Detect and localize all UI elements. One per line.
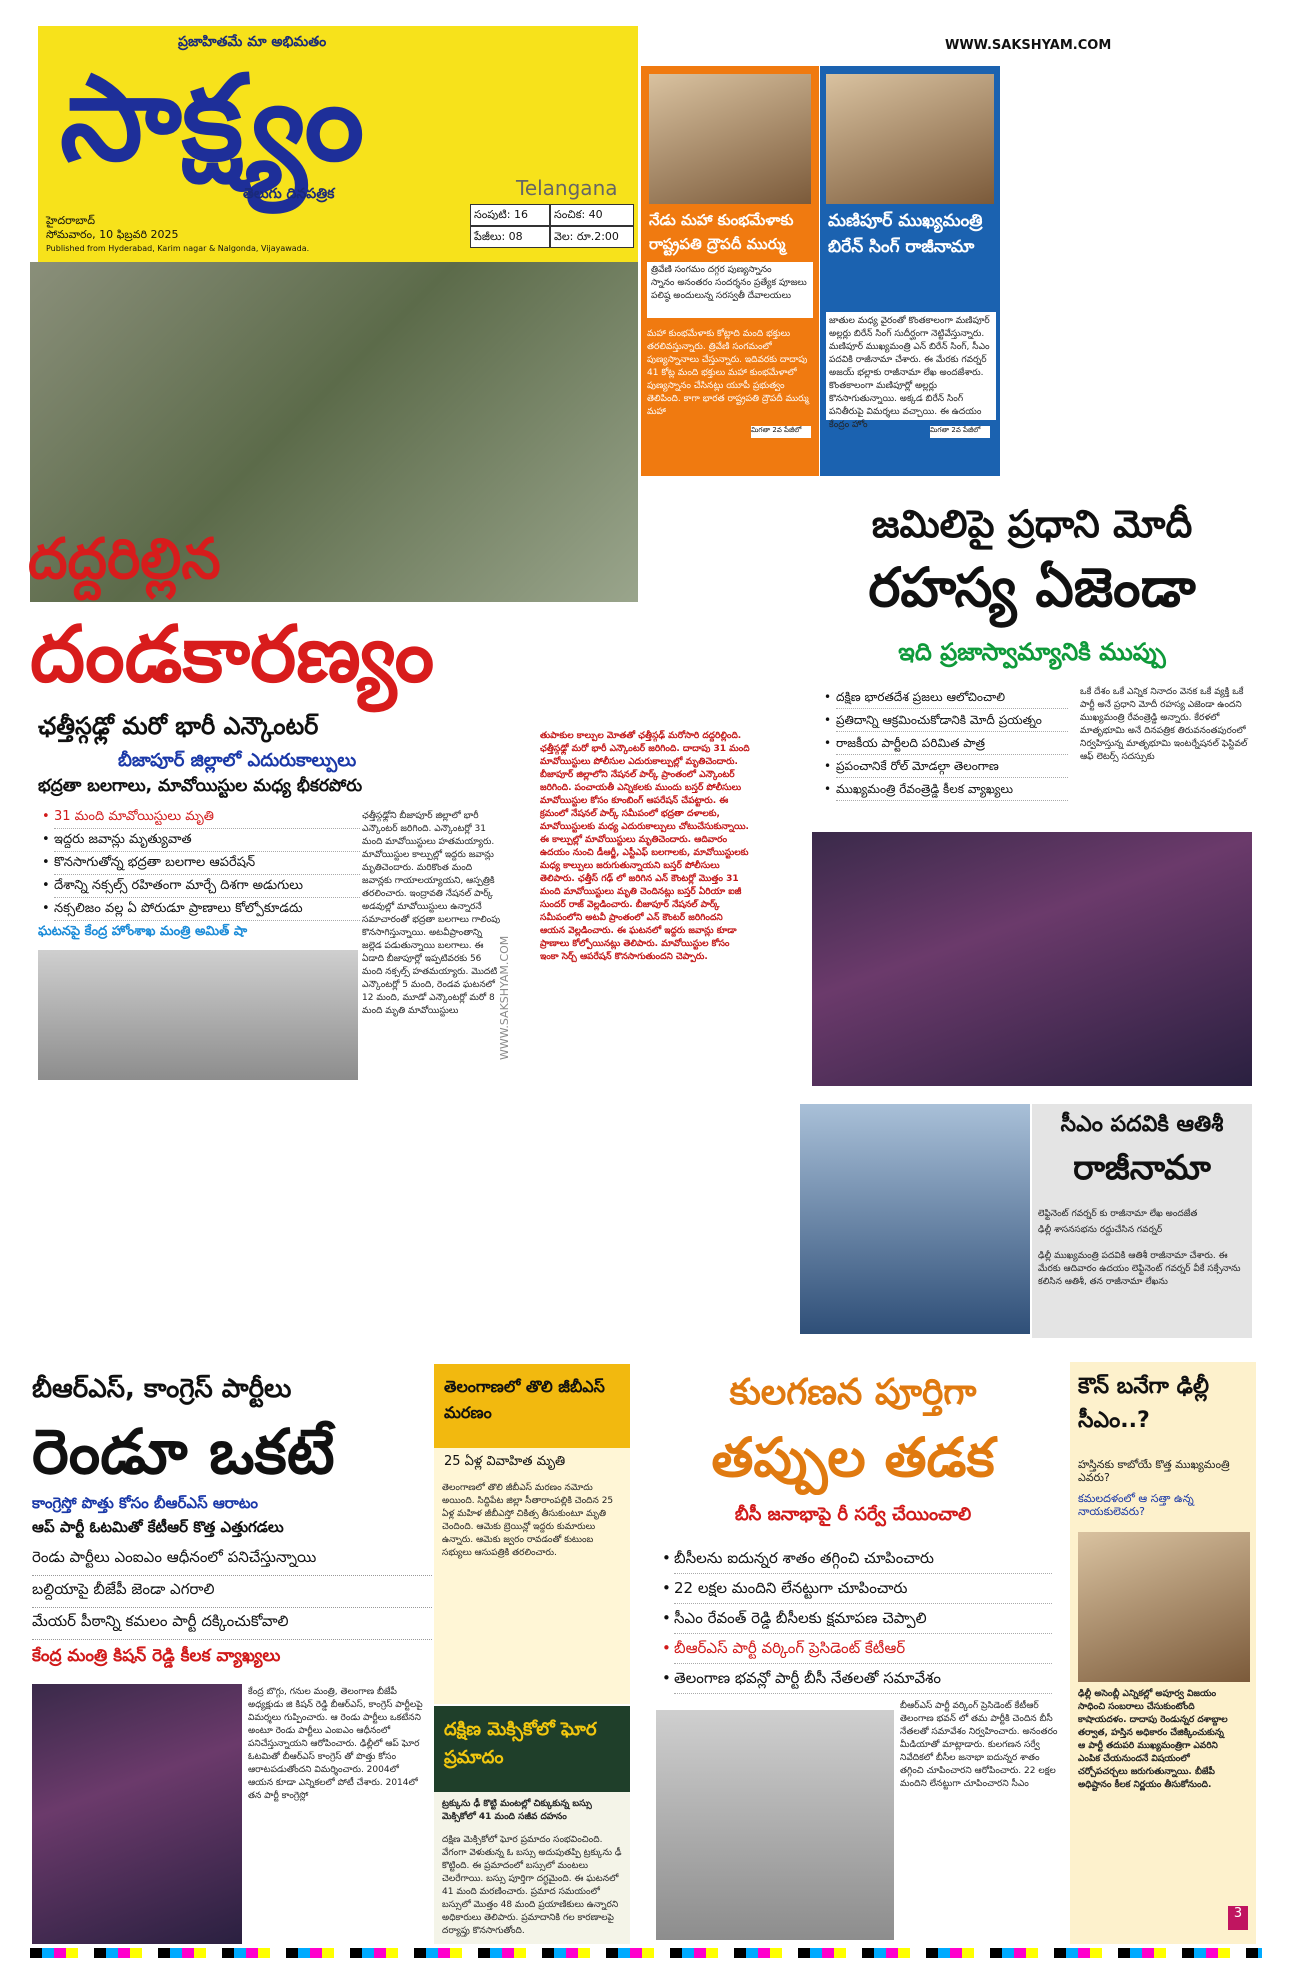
kumbh-bullet: పలిష్ఠ అందులున్న సరస్వతీ దేవాలయలు [651, 291, 791, 301]
lead-body: ఛత్తీస్గఢ్లోని బీజాపూర్ జిల్లాలో భారీ ఎన్కౌంటర్ జరిగింది. ఎన్కౌంటర్లో 31 మంది మావోయిస్టులు హతమయ్యారు. మావోయిస్టుల కాల్పుల్లో ఇద్దరు జవాన్లు మృతిచెందారు. మరికొంత మంది జవాన్లకు గాయాలయ్యాయని, ఆస్పత్రికి తరలించారు. ఇంద్రావతి నేషనల్ పార్క్ అడవుల్లో మావోయిస్టులు ఉన్నారనే సమాచారంతో భద్రతా బలగాలు గాలింపు కొనసాగిస్తున్నాయి. అటవీప్రాంతాన్ని జల్లెడ పడుతున్నాయి బలగాలు. ఈ ఏడాది బీజాపూర్లో ఇప్పటివరకు 56 మంది నక్సల్స్ హతమయ్యారు. మొదటి ఎన్కౌంటర్లో 5 మంది, రెండవ ఘటనలో 12 మంది, మూడో ఎన్కౌంటర్లో మరో 8 మంది మృతి మావోయిస్టులు [362, 811, 501, 1016]
masthead-logo: సాక్ష్యం [60, 49, 365, 187]
brs-kicker: బీఆర్ఎస్, కాంగ్రెస్ పార్టీలు [32, 1374, 292, 1404]
atishi-body: ఢిల్లీ ముఖ్యమంత్రి పదవికి ఆతిశీ రాజీనామా చేశారు. ఈ మేరకు ఆదివారం ఉదయం లెఫ్టినెంట్ గవర్నర్ వీకే సక్సేనాను కలిసిన ఆతిశీ, తన రాజీనామా లేఖను [1038, 1251, 1241, 1287]
masthead-published: Published from Hyderabad, Karim nagar & Nalgonda, Vijayawada. [46, 244, 310, 253]
modi-line2: రహస్య ఏజెండా [868, 556, 1196, 619]
brs-line: రెండు పార్టీలు ఎంఐఎం ఆధీనంలో పనిచేస్తున్నాయి [32, 1548, 432, 1576]
kumbh-headline: నేడు మహా కుంభమేళాకు రాష్ట్రపతి ద్రౌపదీ ముర్ము [649, 211, 794, 253]
lead-deck2: భద్రతా బలగాలు, మావోయిస్టుల మధ్య భీకరపోరు [38, 776, 363, 796]
lead-bullets [40, 806, 360, 922]
manipur-headline: మణిపూర్ ముఖ్యమంత్రి బిరేన్ సింగ్ రాజీనామా [828, 211, 983, 257]
lead-bullet: • దేశాన్ని నక్సల్స్ రహితంగా మార్చే దిశగా అడుగులు [54, 875, 360, 898]
atishi-panel[interactable] [1032, 1104, 1252, 1338]
atishi-line1: సీఎం పదవికి ఆతిశీ [1060, 1112, 1224, 1137]
lead-subhead: ఛత్తీస్గఢ్లో మరో భారీ ఎన్కౌంటర్ [38, 712, 319, 740]
masthead-date: సోమవారం, 10 ఫిబ్రవరి 2025 [46, 228, 179, 241]
kula-bullets [660, 1544, 1052, 1694]
brs-body: కేంద్ర బొగ్గు, గనుల మంత్రి, తెలంగాణ బీజేపీ అధ్యక్షుడు జి కిషన్ రెడ్డి బీఆర్ఎస్, కాంగ్రెస్ పార్టీలపై విమర్శలు గుప్పించారు. ఆ రెండు పార్టీలు ఒకటేనని అంటూ రెండు పార్టీలు ఎంఐఎం ఆధీనంలో పనిచేస్తున్నాయని ఆరోపించారు. ఢిల్లీలో ఆప్ ఘోర ఓటమితో బీఆర్ఎస్ కాంగ్రెస్ తో పొత్తు కోసం ఆరాటపడుతోందని విమర్శించారు. 2004లో ఆయన కూడా ఎన్నికలలో పోటీ చేశారు. 2014లో తన పార్టీ కాంగ్రెస్లో [248, 1687, 423, 1801]
delhi-sub2: కమలదళంలో ఆ సత్తా ఉన్న నాయకులెవరు? [1078, 1492, 1194, 1518]
kula-line2: తప్పుల తడక [711, 1426, 995, 1489]
modi-bullet: • ప్రతిదాన్ని ఆక్రమించుకోడానికి మోదీ ప్రయత్నం [836, 709, 1068, 732]
price: వెల: రూ.2:00 [550, 226, 634, 248]
gbs-story[interactable] [434, 1364, 630, 1704]
lead-quote: ఘటనపై కేంద్ర హోంశాఖ మంత్రి అమిత్ షా [38, 924, 248, 939]
kumbh-bullets [647, 262, 813, 318]
modi-bullets [822, 686, 1068, 804]
bjp-leaders-photo [1078, 1532, 1250, 1682]
atishi-photo [800, 1104, 1030, 1334]
masthead-city: హైదరాబాద్ [46, 214, 95, 227]
lead-bullet: • ఇద్దరు జవాన్లు మృత్యువాత [54, 829, 360, 852]
kishan-reddy-photo [32, 1684, 242, 1944]
continued-label: మిగతా 2వ పేజీలో [930, 426, 990, 438]
masthead-tagline: ప్రజాహితమే మా అభిమతం [178, 34, 327, 50]
manipur-story[interactable] [820, 66, 1000, 476]
volume: సంపుటి: 16 [470, 204, 550, 226]
lead-bullet: • 31 మంది మావోయిస్టులు మృతి [54, 806, 360, 829]
kumbh-bullet: స్నానం అనంతరం సందర్శనం ప్రత్యేక పూజలు [651, 278, 807, 288]
brs-sub2: ఆప్ పార్టీ ఓటమితో కేటీఆర్ కొత్త ఎత్తుగడలు [32, 1518, 284, 1536]
delhi-headline: కౌన్ బనేగా ఢిల్లీ సీఎం..? [1078, 1374, 1209, 1433]
brs-line: మేయర్ పీఠాన్ని కమలం పార్టీ దక్కించుకోవాలి [32, 1612, 432, 1640]
lead-kicker: దద్దరిల్లిన [28, 527, 221, 592]
mexico-headline: దక్షిణ మెక్సికోలో ఘోర ప్రమాదం [444, 1719, 597, 1768]
modi-line1: జమిలిపై ప్రధాని మోదీ [871, 502, 1193, 546]
brs-quote: కేంద్ర మంత్రి కిషన్ రెడ్డి కీలక వ్యాఖ్యలు [32, 1646, 281, 1666]
modi-bullet: • రాజకీయ పార్టీలది పరిమిత పాత్ర [836, 732, 1068, 755]
lead-deck: బీజాపూర్ జిల్లాలో ఎదురుకాల్పులు [118, 750, 357, 771]
kula-bullet: • 22 లక్షల మందిని లేనట్టుగా చూపించారు [674, 1574, 1052, 1604]
revanth-stage-photo [812, 832, 1252, 1086]
kula-bullet: • తెలంగాణ భవన్లో పార్టీ బీసీ నేతలతో సమావేశం [674, 1664, 1052, 1694]
modi-bullet: • ముఖ్యమంత్రి రేవంత్రెడ్డి కీలక వ్యాఖ్యలు [836, 778, 1068, 801]
page-number: 3 [1228, 1906, 1248, 1930]
delhi-cm-story[interactable] [1070, 1362, 1256, 1944]
kula-bullet: • సీఎం రేవంత్ రెడ్డి బీసీలకు క్షమాపణ చెప్పాలి [674, 1604, 1052, 1634]
delhi-sub: హస్తినకు కాబోయే కొత్త ముఖ్యమంత్రి ఎవరు? [1078, 1458, 1230, 1484]
mexico-sub: ట్రక్కును ఢీ కొట్టి మంటల్లో చిక్కుకున్న బస్సు మెక్సికోలో 41 మంది సజీవ దహనం [442, 1799, 592, 1822]
brs-sub1: కాంగ్రెస్తో పొత్తు కోసం బీఆర్ఎస్ ఆరాటం [32, 1494, 259, 1512]
delhi-body: ఢిల్లీ అసెంబ్లీ ఎన్నికల్లో అపూర్వ విజయం సాధించి సంబరాలు చేసుకుంటోంది కాషాయదళం. దాదాపు రెండున్నర దశాబ్దాల తర్వాత, హస్తిన అధికారం చేజిక్కించుకున్న ఆ పార్టీ తదుపరి ముఖ్యమంత్రిగా ఎవరిని ఎంపిక చేయనుందనే విషయంలో చర్చోపచర్చలు జరుగుతున్నాయి. బీజేపీ అధిష్టానం కీలక నిర్ణయం తీసుకోనుంది. [1078, 1689, 1228, 1790]
masthead-edition: Telangana [516, 176, 618, 200]
president-photo [649, 74, 811, 204]
issue: సంచిక: 40 [550, 204, 634, 226]
kula-bullet: • బీఆర్ఎస్ పార్టీ వర్కింగ్ ప్రెసిడెంట్ కేటీఆర్ [674, 1634, 1052, 1664]
kumbh-bullet: త్రివేణి సంగమం దగ్గర పుణ్యస్నానం [651, 265, 772, 275]
atishi-bullet: ఢిల్లీ శాసనసభను రద్దుచేసిన గవర్నర్ [1038, 1225, 1163, 1235]
manipur-photo [826, 74, 994, 204]
bodies-photo [38, 950, 358, 1080]
kula-line1: కులగణన పూర్తిగా [729, 1372, 977, 1413]
kula-body: బీఆర్ఎస్ పార్టీ వర్కింగ్ ప్రెసిడెంట్ కేటీఆర్ తెలంగాణ భవన్ లో తమ పార్టీకి చెందిన బీసీ నేతలతో సమావేశం నిర్వహించారు. అనంతరం మీడియాతో మాట్లాడారు. కులగణన సర్వే నివేదికలో బీసీల జనాభా ఐదున్నర శాతం తగ్గించి చూపించారని ఆరోపించారు. 22 లక్షల మందిని లేనట్టుగా చూపించారని సీఎం [900, 1701, 1058, 1789]
lead-red-body: తుపాకుల కాల్పుల మోతతో ఛత్తీస్గఢ్ మరోసారి దద్దరిల్లింది. ఛత్తీస్గఢ్లో మరో భారీ ఎన్కౌంటర్ జరిగింది. దాదాపు 31 మంది మావోయిస్టులు పోలీసుల ఎదురుకాల్పుల్లో మృతిచెందారు. బీజాపూర్ జిల్లాలోని నేషనల్ పార్క్ ప్రాంతంలో ఎన్కౌంటర్ జరిగింది. పంచాయతీ ఎన్నికలకు ముందు బస్తర్ పోలీసులు మావోయిస్టుల కోసం కూంబింగ్ ఆపరేషన్ చేపట్టారు. ఈ క్రమంలో నేషనల్ పార్క్ సమీపంలో భద్రతా దళాలకు, మావోయిస్టులకు మధ్య ఎదురుకాల్పులు చోటుచేసుకున్నాయి. ఈ కాల్పుల్లో మావోయిస్టులు మృతిచెందారు. ఆదివారం ఉదయం నుంచి డీఆర్జీ, ఎస్టీఎఫ్ బలగాలకు, మావోయిస్టులకు మధ్య కాల్పులు జరుగుతున్నాయని బస్తర్ పోలీసులు తెలిపారు. ఛత్తీస్ గఢ్ లో జరిగిన ఎన్ కౌంటర్లో మొత్తం 31 మంది మావోయిస్టులు మృతి చెందినట్లు బస్తర్ ఏరియా ఐజీ సుందర్ రాజ్ వెల్లడించారు. బీజాపూర్ నేషనల్ పార్క్ సమీపంలోని అటవీ ప్రాంతంలో ఎన్ కౌంటర్ జరిగిందని ఆయన వెల్లడించారు. ఈ ఘటనలో ఇద్దరు జవాన్లు కూడా ప్రాణాలు కోల్పోయినట్లు తెలిపారు. మావోయిస్టుల కోసం ఇంకా సెర్చ్ ఆపరేషన్ కొనసాగుతుందని చెప్పారు. [540, 731, 750, 962]
modi-bullet: • దక్షిణ భారతదేశ ప్రజలు ఆలోచించాలి [836, 686, 1068, 709]
vertical-site-url: WWW.SAKSHYAM.COM [498, 935, 511, 1060]
registration-bar [30, 1948, 1262, 1958]
modi-body: ఒకే దేశం ఒకే ఎన్నిక నినాదం వెనక ఒకే వ్యక్తి ఒకే పార్టీ అనే ప్రధాని మోదీ రహస్య ఎజెండా ఉందని ముఖ్యమంత్రి రేవంత్రెడ్డి అన్నారు. కేరళలో మాతృభూమి అనే దినపత్రిక తిరువనంతపురంలో నిర్వహిస్తున్న మాతృభూమి ఇంటర్నేషనల్ ఫెస్టివల్ ఆఫ్ లెటర్స్ సదస్సుకు [1080, 687, 1248, 762]
continued-label: మిగతా 2వ పేజీలో [751, 426, 811, 438]
kula-sub: బీసీ జనాభాపై రీ సర్వే చేయించాలి [734, 1504, 972, 1525]
lead-bullet: • నక్సలిజం వల్ల ఏ పోరుడూ ప్రాణాలు కోల్పోకూడదు [54, 898, 360, 921]
atishi-line2: రాజీనామా [1073, 1148, 1211, 1188]
lead-bullet: • కొనసాగుతోన్న భద్రతా బలగాల ఆపరేషన్ [54, 852, 360, 875]
manipur-body: జాతుల మధ్య వైరంతో కొంతకాలంగా మణిపూర్ అల్లర్లు బిరేన్ సింగ్ సుదీర్ఘంగా నెట్టివేస్తున్నారు. మణిపూర్ ముఖ్యమంత్రి ఎన్ బిరేన్ సింగ్, సీఎం పదవికి రాజీనామా చేశారు. ఈ మేరకు గవర్నర్ అజయ్ భల్లాకు రాజీనామా లేఖ అందజేశారు. కొంతకాలంగా మణిపూర్లో అల్లర్లు కొనసాగుతున్నాయి. అక్కడ బిరేన్ సింగ్ పనితీరుపై విమర్శలు వచ్చాయి. ఈ ఉదయం కేంద్రం హోం [826, 312, 996, 420]
brs-line: బల్దియాపై బీజేపీ జెండా ఎగరాలి [32, 1580, 432, 1608]
kumbh-body: మహా కుంభమేళాకు కోట్లాది మంది భక్తులు తరలివస్తున్నారు. త్రివేణి సంగమంలో పుణ్యస్నానాలు చేస్తున్నారు. ఇదివరకు దాదాపు 41 కోట్ల మంది భక్తులు మహా కుంభమేళాలో పుణ్యస్నానం చేసినట్లు యూపీ ప్రభుత్వం తెలిపింది. కాగా భారత రాష్ట్రపతి ద్రౌపదీ ముర్ము మహా [647, 329, 809, 417]
gbs-body: తెలంగాణలో తొలి జీబీఎస్ మరణం నమోదు అయింది. సిద్దిపేట జిల్లా సీతారాంపల్లికి చెందిన 25 ఏళ్ల మహిళ జీబీఎస్తో చికిత్స తీసుకుంటూ మృతి చెందింది. ఆమెకు బ్రెయిన్లో ఇద్దరు కుమారులు ఉన్నారు. ఆమెకు జ్వరం రావడంతో కుటుంబ సభ్యులు ఆసుపత్రికి తరలించారు. [442, 1483, 614, 1558]
masthead [38, 26, 638, 262]
modi-sub: ఇది ప్రజాస్వామ్యానికి ముప్పు [898, 638, 1166, 666]
modi-bullet: • ప్రపంచానికే రోల్ మోడల్గా తెలంగాణ [836, 755, 1068, 778]
mexico-story[interactable] [434, 1706, 630, 1944]
site-url[interactable]: WWW.SAKSHYAM.COM [945, 38, 1112, 53]
ktr-meeting-photo [656, 1710, 894, 1940]
mexico-body: దక్షిణ మెక్సికోలో ఘోర ప్రమాదం సంభవించింది. వేగంగా వెళుతున్న ఓ బస్సు అదుపుతప్పి ట్రక్కును ఢీ కొట్టింది. ఈ ప్రమాదంలో బస్సులో మంటలు చెలరేగాయి. బస్సు పూర్తిగా దగ్ధమైంది. ఈ ఘటనలో 41 మంది మరణించారు. ప్రమాద సమయంలో బస్సులో మొత్తం 48 మంది ప్రయాణికులు ఉన్నారని అధికారులు తెలిపారు. ప్రమాదానికి గల కారణాలపై దర్యాప్తు కొనసాగుతోంది. [442, 1835, 622, 1936]
lead-headline: దండకారణ్యం [30, 610, 435, 700]
brs-headline: రెండూ ఒకటే [32, 1415, 335, 1488]
kula-bullet: • బీసీలను ఐదున్నర శాతం తగ్గించి చూపించారు [674, 1544, 1052, 1574]
gbs-headline: తెలంగాణలో తొలి జీబీఎస్ మరణం [444, 1377, 605, 1422]
masthead-subtitle: తెలుగు దినపత్రిక [243, 186, 335, 202]
atishi-bullet: లెఫ్టినెంట్ గవర్నర్ కు రాజీనామా లేఖ అందజేత [1038, 1209, 1198, 1219]
pages: పేజీలు: 08 [470, 226, 550, 248]
gbs-sub: 25 ఏళ్ల వివాహిత మృతి [444, 1454, 566, 1469]
kumbh-story[interactable] [641, 66, 819, 476]
